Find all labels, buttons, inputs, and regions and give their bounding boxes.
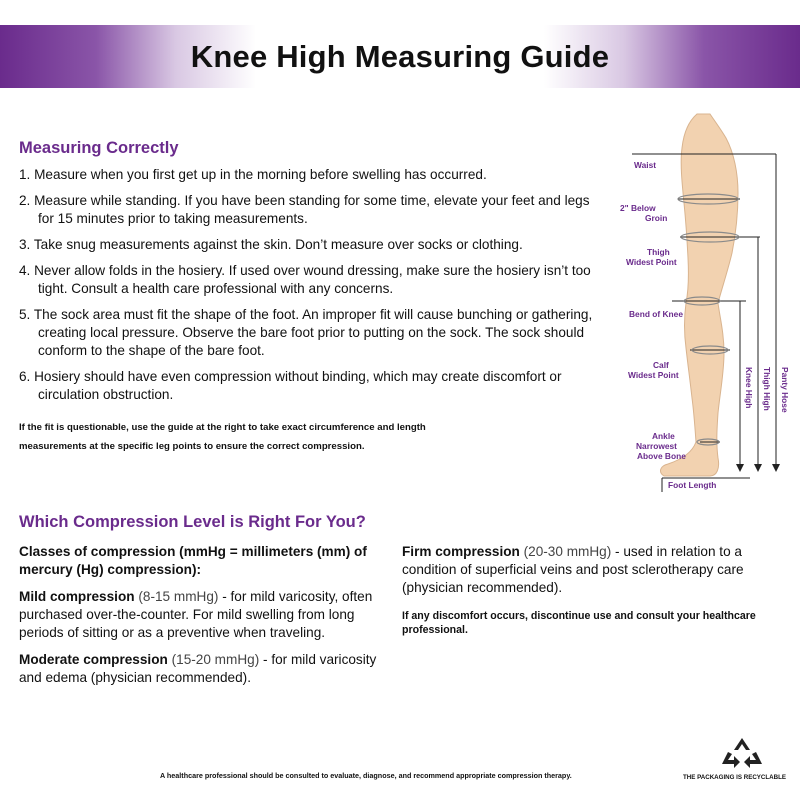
leg-silhouette — [661, 114, 738, 476]
compression-section-title: Which Compression Level is Right For You? — [19, 513, 366, 531]
knee-high-label: Knee High — [744, 367, 754, 409]
moderate-range: (15-20 mmHg) — [171, 652, 260, 667]
step-item: 5. The sock area must fit the shape of the foot. An improper fit will cause bunching or gathering, creating local pressure. Observe the bare foot prior to putting on the sock. The sock should conform to the shape of the bare foot. — [19, 307, 593, 358]
groin-label-line2: Groin — [645, 213, 668, 223]
mild-text: - for mild varicosity, often purchased over-the-counter. For mild swelling from long periods of sitting or as a preventive when traveling. — [19, 589, 373, 640]
classes-intro: Classes of compression (mmHg = millimeters (mm) of mercury (Hg) compression): — [19, 544, 367, 577]
discomfort-warning: If any discomfort occurs, discontinue use and consult your healthcare professional. — [402, 610, 756, 636]
thigh-label-line2: Widest Point — [626, 257, 677, 267]
ankle-label-line1: Ankle — [652, 431, 675, 441]
waist-label: Waist — [634, 160, 657, 170]
recycle-icon — [720, 736, 764, 770]
step-item: 3. Take snug measurements against the skin. Don’t measure over socks or clothing. — [19, 237, 523, 252]
moderate-compression-paragraph — [19, 651, 379, 687]
compression-left-column — [19, 543, 379, 696]
knee-high-arrowhead — [736, 464, 744, 472]
mild-label: Mild compression — [19, 589, 135, 604]
ankle-label-line2: Narrowest — [636, 441, 677, 451]
compression-right-column — [402, 543, 782, 646]
title-banner — [0, 25, 800, 88]
thigh-high-arrowhead — [754, 464, 762, 472]
mild-compression-paragraph — [19, 588, 379, 642]
panty-hose-label: Panty Hose — [780, 367, 790, 413]
groin-label-line1: 2" Below — [620, 203, 656, 213]
fit-note: If the fit is questionable, use the guide at the right to take exact circumference and length measurements at the specific leg points to ensure the correct compression. — [19, 422, 426, 452]
foot-length-label: Foot Length — [668, 480, 717, 490]
step-item: 1. Measure when you first get up in the morning before swelling has occurred. — [19, 167, 487, 182]
thigh-label-line1: Thigh — [647, 247, 670, 257]
moderate-label: Moderate compression — [19, 652, 168, 667]
footer-disclaimer: A healthcare professional should be consulted to evaluate, diagnose, and recommend appropriate compression therapy. — [160, 771, 572, 780]
moderate-text: - for mild varicosity and edema (physician recommended). — [19, 652, 377, 685]
calf-label-line2: Widest Point — [628, 370, 679, 380]
panty-hose-arrowhead — [772, 464, 780, 472]
firm-compression-paragraph — [402, 543, 782, 597]
firm-label: Firm compression — [402, 544, 520, 559]
measuring-section-title: Measuring Correctly — [19, 139, 179, 157]
page-title: Knee High Measuring Guide — [190, 38, 610, 74]
step-item: 2. Measure while standing. If you have been standing for some time, elevate your feet and legs for 15 minutes prior to taking measurements. — [19, 193, 590, 226]
calf-label-line1: Calf — [653, 360, 669, 370]
mild-range: (8-15 mmHg) — [138, 589, 219, 604]
thigh-high-label: Thigh High — [762, 367, 772, 411]
recycle-label: THE PACKAGING IS RECYCLABLE — [683, 774, 787, 781]
step-item: 6. Hosiery should have even compression without binding, which may create discomfort or circulation obstruction. — [19, 369, 562, 402]
firm-text: - used in relation to a condition of superficial veins and post sclerotherapy care (physician recommended). — [402, 544, 744, 595]
measuring-steps-list — [19, 166, 599, 412]
firm-range: (20-30 mmHg) — [523, 544, 612, 559]
ankle-label-line3: Above Bone — [637, 451, 686, 461]
leg-measurement-diagram — [600, 108, 800, 498]
step-item: 4. Never allow folds in the hosiery. If used over wound dressing, make sure the hosiery isn’t too tight. Consult a health care professional with any concerns. — [19, 263, 591, 296]
knee-label: Bend of Knee — [629, 309, 683, 319]
